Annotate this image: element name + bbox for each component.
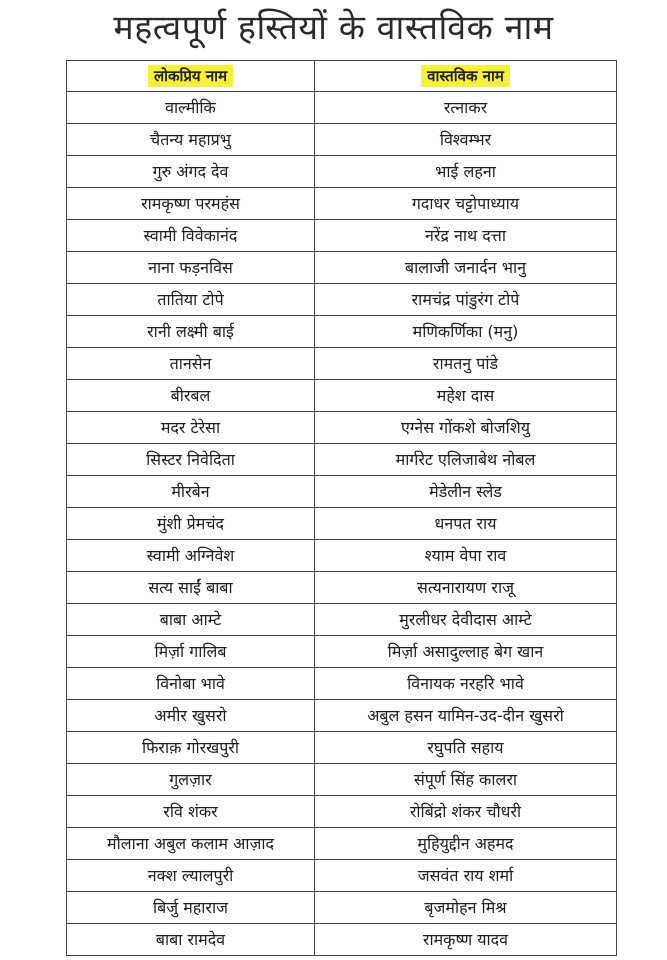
header-real-name-label: वास्तविक नाम: [421, 65, 510, 87]
names-table: [66, 60, 617, 956]
popular-name-cell: मिर्ज़ा गालिब: [67, 636, 315, 668]
table-row: [67, 348, 617, 380]
real-name-cell: श्याम वेपा राव: [315, 540, 617, 572]
header-real-name: [315, 61, 617, 92]
table-row: [67, 188, 617, 220]
real-name-cell: रामचंद्र पांडुरंग टोपे: [315, 284, 617, 316]
popular-name-cell: स्वामी विवेकानंद: [67, 220, 315, 252]
popular-name-cell: बाबा आम्टे: [67, 604, 315, 636]
real-name-cell: रोबिंद्रो शंकर चौधरी: [315, 796, 617, 828]
popular-name-cell: अमीर खुसरो: [67, 700, 315, 732]
real-name-cell: मार्गरेट एलिजाबेथ नोबल: [315, 444, 617, 476]
popular-name-cell: सत्य साईं बाबा: [67, 572, 315, 604]
real-name-cell: मिर्ज़ा असादुल्लाह बेग खान: [315, 636, 617, 668]
names-table-container: [66, 60, 616, 956]
table-row: [67, 476, 617, 508]
table-row: [67, 508, 617, 540]
real-name-cell: मुरलीधर देवीदास आम्टे: [315, 604, 617, 636]
real-name-cell: रत्नाकर: [315, 92, 617, 124]
table-row: [67, 924, 617, 956]
real-name-cell: एग्नेस गोंकशे बोजशियु: [315, 412, 617, 444]
popular-name-cell: गुरु अंगद देव: [67, 156, 315, 188]
real-name-cell: रघुपति सहाय: [315, 732, 617, 764]
popular-name-cell: चैतन्य महाप्रभु: [67, 124, 315, 156]
table-row: [67, 252, 617, 284]
popular-name-cell: फिराक़ गोरखपुरी: [67, 732, 315, 764]
table-row: [67, 380, 617, 412]
real-name-cell: धनपत राय: [315, 508, 617, 540]
real-name-cell: रामतनु पांडे: [315, 348, 617, 380]
real-name-cell: सत्यनारायण राजू: [315, 572, 617, 604]
header-popular-name: [67, 61, 315, 92]
popular-name-cell: रवि शंकर: [67, 796, 315, 828]
popular-name-cell: मुंशी प्रेमचंद: [67, 508, 315, 540]
real-name-cell: महेश दास: [315, 380, 617, 412]
real-name-cell: संपूर्ण सिंह कालरा: [315, 764, 617, 796]
table-row: [67, 316, 617, 348]
table-row: [67, 828, 617, 860]
popular-name-cell: बीरबल: [67, 380, 315, 412]
table-row: [67, 764, 617, 796]
table-row: [67, 412, 617, 444]
header-popular-name-label: लोकप्रिय नाम: [148, 65, 233, 87]
table-body: [67, 92, 617, 956]
table-row: [67, 796, 617, 828]
table-row: [67, 156, 617, 188]
real-name-cell: नरेंद्र नाथ दत्ता: [315, 220, 617, 252]
real-name-cell: विश्वम्भर: [315, 124, 617, 156]
table-row: [67, 540, 617, 572]
real-name-cell: गदाधर चट्टोपाध्याय: [315, 188, 617, 220]
popular-name-cell: विनोबा भावे: [67, 668, 315, 700]
table-row: [67, 604, 617, 636]
table-row: [67, 732, 617, 764]
popular-name-cell: मदर टेरेसा: [67, 412, 315, 444]
popular-name-cell: बाबा रामदेव: [67, 924, 315, 956]
popular-name-cell: वाल्मीकि: [67, 92, 315, 124]
popular-name-cell: तातिया टोपे: [67, 284, 315, 316]
real-name-cell: मेडेलीन स्लेड: [315, 476, 617, 508]
popular-name-cell: नाना फड़नविस: [67, 252, 315, 284]
table-row: [67, 668, 617, 700]
table-row: [67, 572, 617, 604]
real-name-cell: अबुल हसन यामिन-उद-दीन खुसरो: [315, 700, 617, 732]
popular-name-cell: मौलाना अबुल कलाम आज़ाद: [67, 828, 315, 860]
table-row: [67, 444, 617, 476]
table-row: [67, 220, 617, 252]
popular-name-cell: गुलज़ार: [67, 764, 315, 796]
real-name-cell: रामकृष्ण यादव: [315, 924, 617, 956]
real-name-cell: जसवंत राय शर्मा: [315, 860, 617, 892]
popular-name-cell: सिस्टर निवेदिता: [67, 444, 315, 476]
popular-name-cell: मीरबेन: [67, 476, 315, 508]
table-header-row: [67, 61, 617, 92]
popular-name-cell: रानी लक्ष्मी बाई: [67, 316, 315, 348]
page-title: महत्वपूर्ण हस्तियों के वास्तविक नाम: [113, 8, 554, 48]
table-row: [67, 636, 617, 668]
real-name-cell: भाई लहना: [315, 156, 617, 188]
real-name-cell: बृजमोहन मिश्र: [315, 892, 617, 924]
real-name-cell: विनायक नरहरि भावे: [315, 668, 617, 700]
real-name-cell: मणिकर्णिका (मनु): [315, 316, 617, 348]
table-row: [67, 892, 617, 924]
table-row: [67, 700, 617, 732]
popular-name-cell: बिर्जु महाराज: [67, 892, 315, 924]
popular-name-cell: रामकृष्ण परमहंस: [67, 188, 315, 220]
table-row: [67, 124, 617, 156]
popular-name-cell: नक्श ल्यालपुरी: [67, 860, 315, 892]
popular-name-cell: स्वामी अग्निवेश: [67, 540, 315, 572]
table-row: [67, 284, 617, 316]
table-row: [67, 860, 617, 892]
real-name-cell: मुहियुद्दीन अहमद: [315, 828, 617, 860]
table-row: [67, 92, 617, 124]
popular-name-cell: तानसेन: [67, 348, 315, 380]
real-name-cell: बालाजी जनार्दन भानु: [315, 252, 617, 284]
